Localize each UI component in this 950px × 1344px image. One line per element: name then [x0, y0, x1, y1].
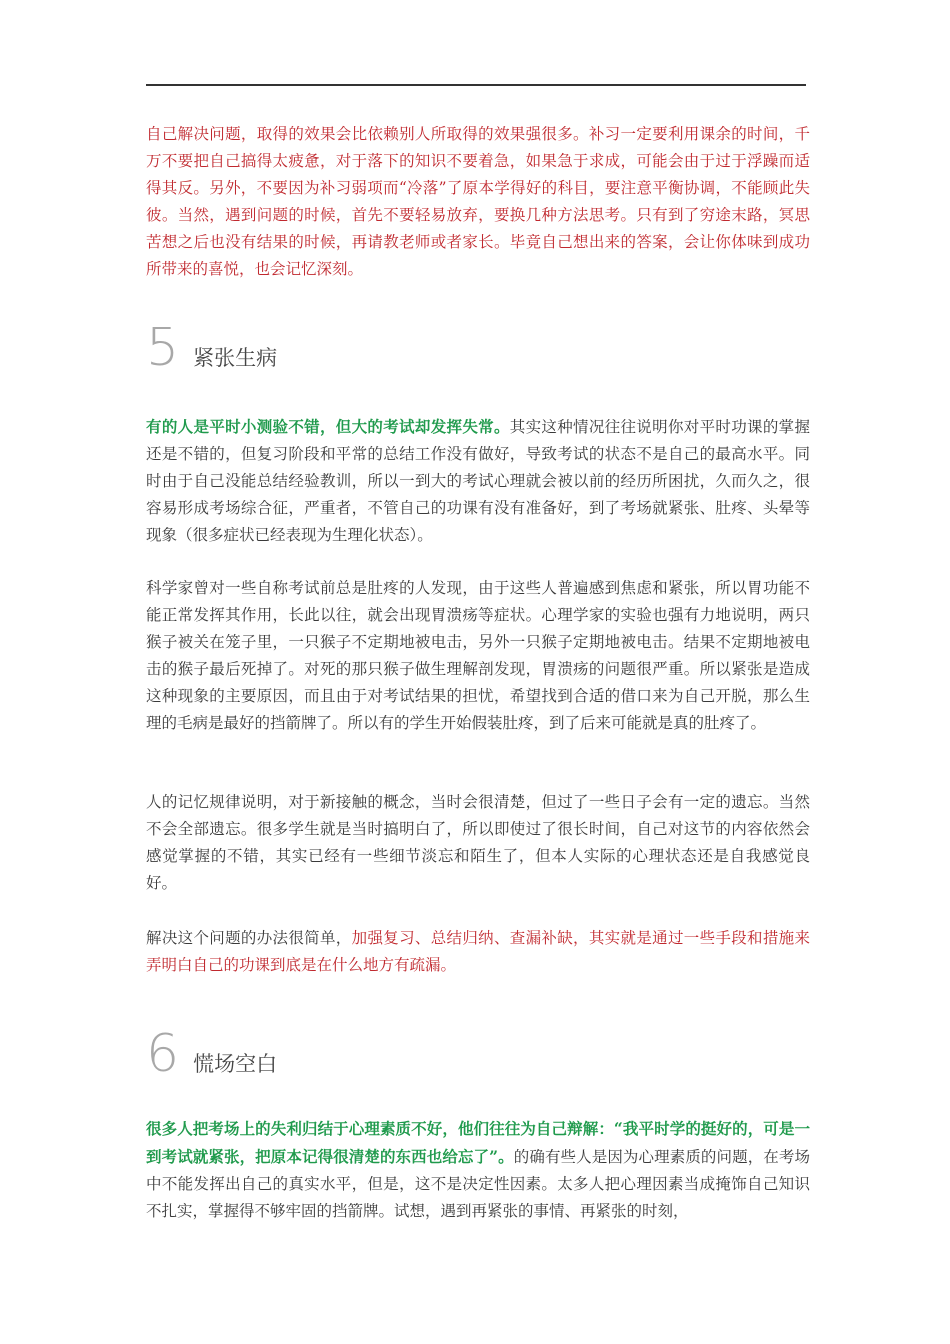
paragraph-intro — [146, 121, 810, 283]
paragraph-text: 科学家曾对一些自称考试前总是肚疼的人发现，由于这些人普遍感到焦虑和紧张，所以胃功能不能正常发挥其作用，长此以往，就会出现胃溃疡等症状。心理学家的实验也强有力地说明，两只猴子被关在笼子里，一只猴子不定期地被电击，另外一只猴子定期地被电击。结果不定期地被电击的猴子最后死掉了。对死的那只猴子做生理解剖发现，胃溃疡的问题很严重。所以紧张是造成这种现象的主要原因，而且由于对考试结果的担忧，希望找到合适的借口来为自己开脱，那么生理的毛病是最好的挡箭牌了。所以有的学生开始假装肚疼，到了后来可能就是真的肚疼了。 — [146, 579, 810, 732]
section-5-paragraph-4 — [146, 925, 810, 979]
section-title: 慌场空白 — [193, 1052, 278, 1076]
section-6-paragraph-1 — [146, 1115, 810, 1225]
section-title: 紧张生病 — [193, 346, 278, 370]
section-number: 6 — [146, 1024, 180, 1084]
paragraph-text: 自己解决问题，取得的效果会比依赖别人所取得的效果强很多。补习一定要利用课余的时间，千万不要把自己搞得太疲惫，对于落下的知识不要着急，如果急于求成，可能会由于过于浮躁而适得其反。另外，不要因为补习弱项而“冷落”了原本学得好的科目，要注意平衡协调，不能顾此失彼。当然，遇到问题的时候，首先不要轻易放弃，要换几种方法思考。只有到了穷途末路，冥思苦想之后也没有结果的时候，再请教老师或者家长。毕竟自己想出来的答案，会让你体味到成功所带来的喜悦，也会记忆深刻。 — [146, 125, 810, 278]
section-5-paragraph-2 — [146, 575, 810, 737]
highlight-text: 很多人把考场上的失利归结于心理素质不好，他们往往为自己辩解：“我平时学的挺好的，可是一到考试就紧张，把原本记得很清楚的东西也给忘了”。 — [146, 1119, 810, 1166]
section-6-heading — [146, 1024, 278, 1084]
paragraph-text: 其实这种情况往往说明你对平时功课的掌握还是不错的，但复习阶段和平常的总结工作没有做好，导致考试的状态不是自己的最高水平。同时由于自己没能总结经验教训，所以一到大的考试心理就会被以前的经历所困扰，久而久之，很容易形成考场综合征，严重者，不管自己的功课有没有准备好，到了考场就紧张、肚疼、头晕等现象（很多症状已经表现为生理化状态）。 — [146, 418, 810, 544]
paragraph-text: 解决这个问题的办法很简单， — [146, 929, 352, 947]
section-number: 5 — [146, 318, 180, 378]
highlight-text: 有的人是平时小测验不错，但大的考试却发挥失常。 — [146, 417, 510, 436]
paragraph-text: 人的记忆规律说明，对于新接触的概念，当时会很清楚，但过了一些日子会有一定的遗忘。当然不会全部遗忘。很多学生就是当时搞明白了，所以即使过了很长时间，自己对这节的内容依然会感觉掌握的不错，其实已经有一些细节淡忘和陌生了，但本人实际的心理状态还是自我感觉良好。 — [146, 793, 810, 892]
paragraph-text: 的确有些人是因为心理素质的问题，在考场中不能发挥出自己的真实水平，但是，这不是决定性因素。太多人把心理因素当成掩饰自己知识不扎实，掌握得不够牢固的挡箭牌。试想，遇到再紧张的事情、再紧张的时刻， — [146, 1148, 810, 1220]
section-5-paragraph-3 — [146, 789, 810, 897]
highlight-text: 加强复习、总结归纳、查漏补缺，其实就是通过一些手段和措施来弄明白自己的功课到底是在什么地方有疏漏。 — [146, 929, 810, 974]
section-5-paragraph-1 — [146, 413, 810, 549]
header-rule — [146, 84, 806, 86]
section-5-heading — [146, 318, 278, 378]
